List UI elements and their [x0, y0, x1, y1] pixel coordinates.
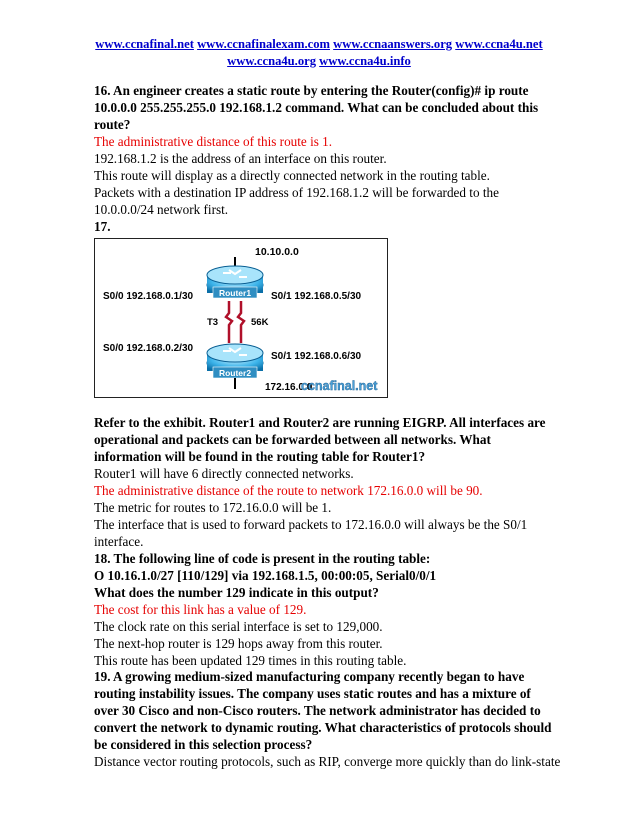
router1-label: Router1 — [218, 288, 252, 298]
r1-s01-label: S0/1 192.168.0.5/30 — [271, 291, 362, 302]
q16-option-3: This route will display as a directly connected network in the routing table. — [94, 168, 490, 183]
router2-label: Router2 — [218, 368, 252, 378]
q16-option-1: The administrative distance of this route is 1. — [94, 134, 333, 149]
serial-link-56k — [238, 301, 244, 343]
link-ccna4u-net[interactable]: www.ccna4u.net — [455, 37, 543, 51]
watermark-logo: ccnafinal.net — [301, 379, 378, 393]
link-ccnafinal-net[interactable]: www.ccnafinal.net — [95, 37, 194, 51]
q18-option-3: The next-hop router is 129 hops away from this router. — [94, 636, 383, 651]
serial-link-t3 — [226, 301, 232, 343]
q16-option-2: 192.168.1.2 is the address of an interface on this router. — [94, 151, 387, 166]
network-exhibit — [94, 238, 388, 398]
question-18-line-3: What does the number 129 indicate in this output? — [94, 585, 379, 600]
link-t3-label: T3 — [207, 317, 219, 328]
top-network-label: 10.10.0.0 — [255, 246, 299, 258]
q18-option-1: The cost for this link has a value of 129. — [94, 602, 307, 617]
q19-option-1: Distance vector routing protocols, such as RIP, converge more quickly than do link-state — [94, 754, 561, 769]
link-ccna4u-info[interactable]: www.ccna4u.info — [319, 54, 411, 68]
question-17-text: Refer to the exhibit. Router1 and Router2 are running EIGRP. All interfaces are operational and packets can be forwarded between all networks. What information will be found in the routing table for Router1? — [94, 415, 546, 464]
question-19 — [94, 668, 561, 770]
question-19-number: 19 — [94, 669, 108, 684]
r2-s01-label: S0/1 192.168.0.6/30 — [271, 351, 362, 362]
q17-option-2: The administrative distance of the route to network 172.16.0.0 will be 90. — [94, 483, 483, 498]
link-ccnafinalexam-com[interactable]: www.ccnafinalexam.com — [197, 37, 330, 51]
question-16 — [94, 82, 554, 218]
header-links — [0, 36, 638, 70]
q18-option-2: The clock rate on this serial interface is set to 129,000. — [94, 619, 383, 634]
question-17 — [94, 414, 554, 550]
question-18 — [94, 550, 554, 669]
header-row-1 — [0, 36, 638, 53]
link-ccna4u-org[interactable]: www.ccna4u.org — [227, 54, 317, 68]
q17-option-3: The metric for routes to 172.16.0.0 will be 1. — [94, 500, 332, 515]
question-19-text: 19. A growing medium-sized manufacturing company recently began to have routing instability issues. The company uses static routes and has a mixture of over 30 Cisco and non-Cisco routers. The network administrator has decided to convert the network to dynamic routing. What characteristics of protocols should be considered in this selection process? — [94, 669, 552, 752]
router1-icon — [207, 266, 263, 298]
question-18-line-1: 18. The following line of code is present in the routing table: — [94, 551, 431, 566]
q17-option-4: The interface that is used to forward packets to 172.16.0.0 will always be the S0/1 interface. — [94, 517, 528, 549]
r1-s00-label: S0/0 192.168.0.1/30 — [103, 291, 194, 302]
question-17-number-line: 17. — [94, 219, 111, 234]
question-16-number: 16 — [94, 83, 108, 98]
r2-s00-label: S0/0 192.168.0.2/30 — [103, 343, 194, 354]
question-16-text: 16. An engineer creates a static route by entering the Router(config)# ip route 10.0.0.0 255.255.255.0 192.168.1.2 command. What can be concluded about this route? — [94, 83, 539, 132]
header-row-2 — [0, 53, 638, 70]
q17-option-1: Router1 will have 6 directly connected networks. — [94, 466, 354, 481]
question-18-line-2: O 10.16.1.0/27 [110/129] via 192.168.1.5, 00:00:05, Serial0/0/1 — [94, 568, 437, 583]
question-18-number: 18 — [94, 551, 108, 566]
q18-option-4: This route has been updated 129 times in this routing table. — [94, 653, 407, 668]
link-ccnaanswers-org[interactable]: www.ccnaanswers.org — [333, 37, 453, 51]
router2-icon — [207, 344, 263, 378]
bottom-network-label: 172.16.0.0 — [265, 382, 313, 393]
question-17-number: 17 — [94, 219, 108, 234]
link-56k-label: 56K — [251, 317, 269, 328]
q16-option-4: Packets with a destination IP address of 192.168.1.2 will be forwarded to the 10.0.0.0/24 network first. — [94, 185, 499, 217]
